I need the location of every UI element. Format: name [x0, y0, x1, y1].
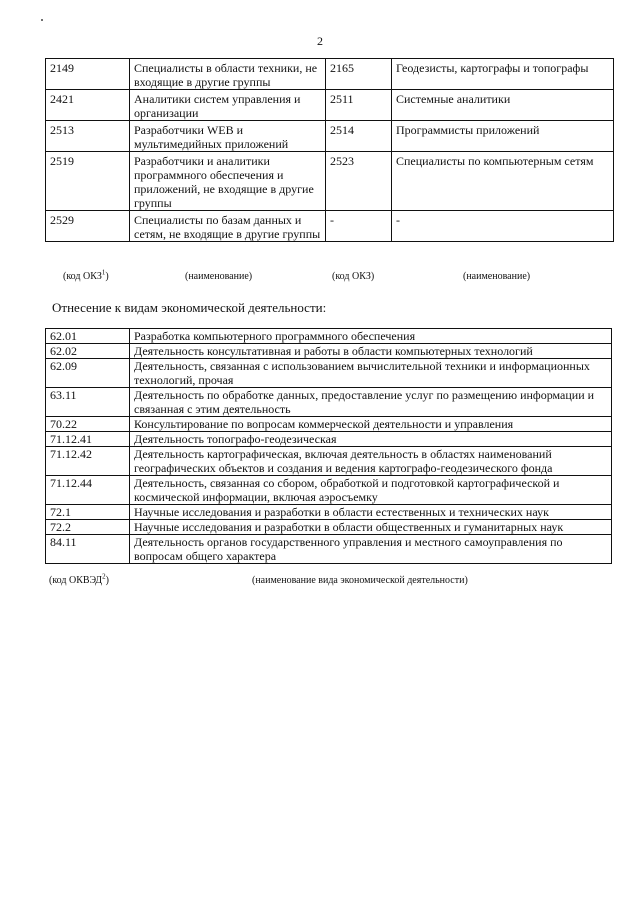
okz-cell-name2: - [392, 211, 614, 242]
okved-cell-code: 63.11 [46, 388, 130, 417]
okz-row [46, 152, 614, 211]
okz-caption-code1-text: (код ОКЗ [63, 271, 102, 282]
okved-caption-code-close: ) [105, 575, 109, 586]
okved-cell-name: Деятельность, связанная со сбором, обработкой и подготовкой картографической и космической информации, включая аэросъемку [130, 476, 612, 505]
okz-cell-code1: 2519 [46, 152, 130, 211]
okved-row [46, 505, 612, 520]
okz-cell-code2: 2511 [326, 90, 392, 121]
okz-cell-name2: Системные аналитики [392, 90, 614, 121]
okz-cell-name1: Специалисты в области техники, не входящие в другие группы [130, 59, 326, 90]
okz-cell-code2: 2165 [326, 59, 392, 90]
okved-cell-code: 84.11 [46, 535, 130, 564]
okz-cell-name1: Аналитики систем управления и организации [130, 90, 326, 121]
okz-row [46, 90, 614, 121]
okved-row [46, 359, 612, 388]
okved-row [46, 520, 612, 535]
okved-cell-name: Деятельность, связанная с использованием вычислительной техники и информационных технологий, прочая [130, 359, 612, 388]
okved-caption-code-sup: 2 [102, 572, 106, 581]
okz-cell-name2: Специалисты по компьютерным сетям [392, 152, 614, 211]
okz-cell-code2: - [326, 211, 392, 242]
okved-cell-code: 62.09 [46, 359, 130, 388]
okz-caption-name2: (наименование) [463, 271, 531, 282]
okved-cell-name: Научные исследования и разработки в области общественных и гуманитарных наук [130, 520, 612, 535]
okved-row [46, 432, 612, 447]
okved-cell-code: 62.01 [46, 329, 130, 344]
okved-cell-code: 71.12.41 [46, 432, 130, 447]
okz-caption-code1 [63, 268, 109, 283]
okved-row [46, 329, 612, 344]
okz-caption-code2: (код ОКЗ) [332, 271, 375, 282]
okz-cell-name1: Специалисты по базам данных и сетям, не входящие в другие группы [130, 211, 326, 242]
okved-caption-code-text: (код ОКВЭД [49, 575, 103, 586]
okz-cell-code1: 2421 [46, 90, 130, 121]
okved-cell-name: Консультирование по вопросам коммерческой деятельности и управления [130, 417, 612, 432]
okved-row [46, 417, 612, 432]
okz-table [45, 58, 614, 242]
okved-table [45, 328, 612, 564]
okved-row [46, 388, 612, 417]
okz-caption-code1-sup: 1 [101, 268, 106, 277]
okved-cell-code: 71.12.44 [46, 476, 130, 505]
okved-cell-name: Деятельность картографическая, включая деятельность в областях наименований географических объектов и создания и ведения картографо-геодезического фонда [130, 447, 612, 476]
okved-cell-code: 72.1 [46, 505, 130, 520]
okved-row [46, 447, 612, 476]
okved-cell-code: 62.02 [46, 344, 130, 359]
okz-row [46, 211, 614, 242]
page-number: 2 [317, 34, 323, 48]
okved-cell-name: Деятельность по обработке данных, предоставление услуг по размещению информации и связанная с этим деятельность [130, 388, 612, 417]
okz-cell-code1: 2149 [46, 59, 130, 90]
okz-caption-name1: (наименование) [185, 271, 253, 282]
okz-caption-code1-close: ) [105, 271, 109, 282]
okved-row [46, 476, 612, 505]
okz-cell-name1: Разработчики WEB и мультимедийных приложений [130, 121, 326, 152]
okz-table-body [46, 59, 614, 242]
okved-caption-code [49, 572, 109, 587]
okved-row [46, 344, 612, 359]
okved-cell-code: 72.2 [46, 520, 130, 535]
okved-cell-name: Деятельность органов государственного управления и местного самоуправления по вопросам общего характера [130, 535, 612, 564]
okz-row [46, 59, 614, 90]
okz-cell-name2: Геодезисты, картографы и топографы [392, 59, 614, 90]
okz-cell-code1: 2513 [46, 121, 130, 152]
okz-cell-code2: 2514 [326, 121, 392, 152]
okved-caption-name: (наименование вида экономической деятельности) [252, 575, 468, 586]
okz-cell-name1: Разработчики и аналитики программного обеспечения и приложений, не входящие в другие группы [130, 152, 326, 211]
okved-cell-name: Разработка компьютерного программного обеспечения [130, 329, 612, 344]
okved-cell-name: Деятельность топографо-геодезическая [130, 432, 612, 447]
section-heading: Отнесение к видам экономической деятельности: [52, 300, 327, 315]
okved-cell-name: Деятельность консультативная и работы в области компьютерных технологий [130, 344, 612, 359]
scan-mark [41, 19, 43, 21]
okved-cell-code: 70.22 [46, 417, 130, 432]
okz-cell-name2: Программисты приложений [392, 121, 614, 152]
okz-cell-code1: 2529 [46, 211, 130, 242]
okz-cell-code2: 2523 [326, 152, 392, 211]
okved-table-body [46, 329, 612, 564]
okved-cell-code: 71.12.42 [46, 447, 130, 476]
okved-row [46, 535, 612, 564]
okz-row [46, 121, 614, 152]
okved-cell-name: Научные исследования и разработки в области естественных и технических наук [130, 505, 612, 520]
